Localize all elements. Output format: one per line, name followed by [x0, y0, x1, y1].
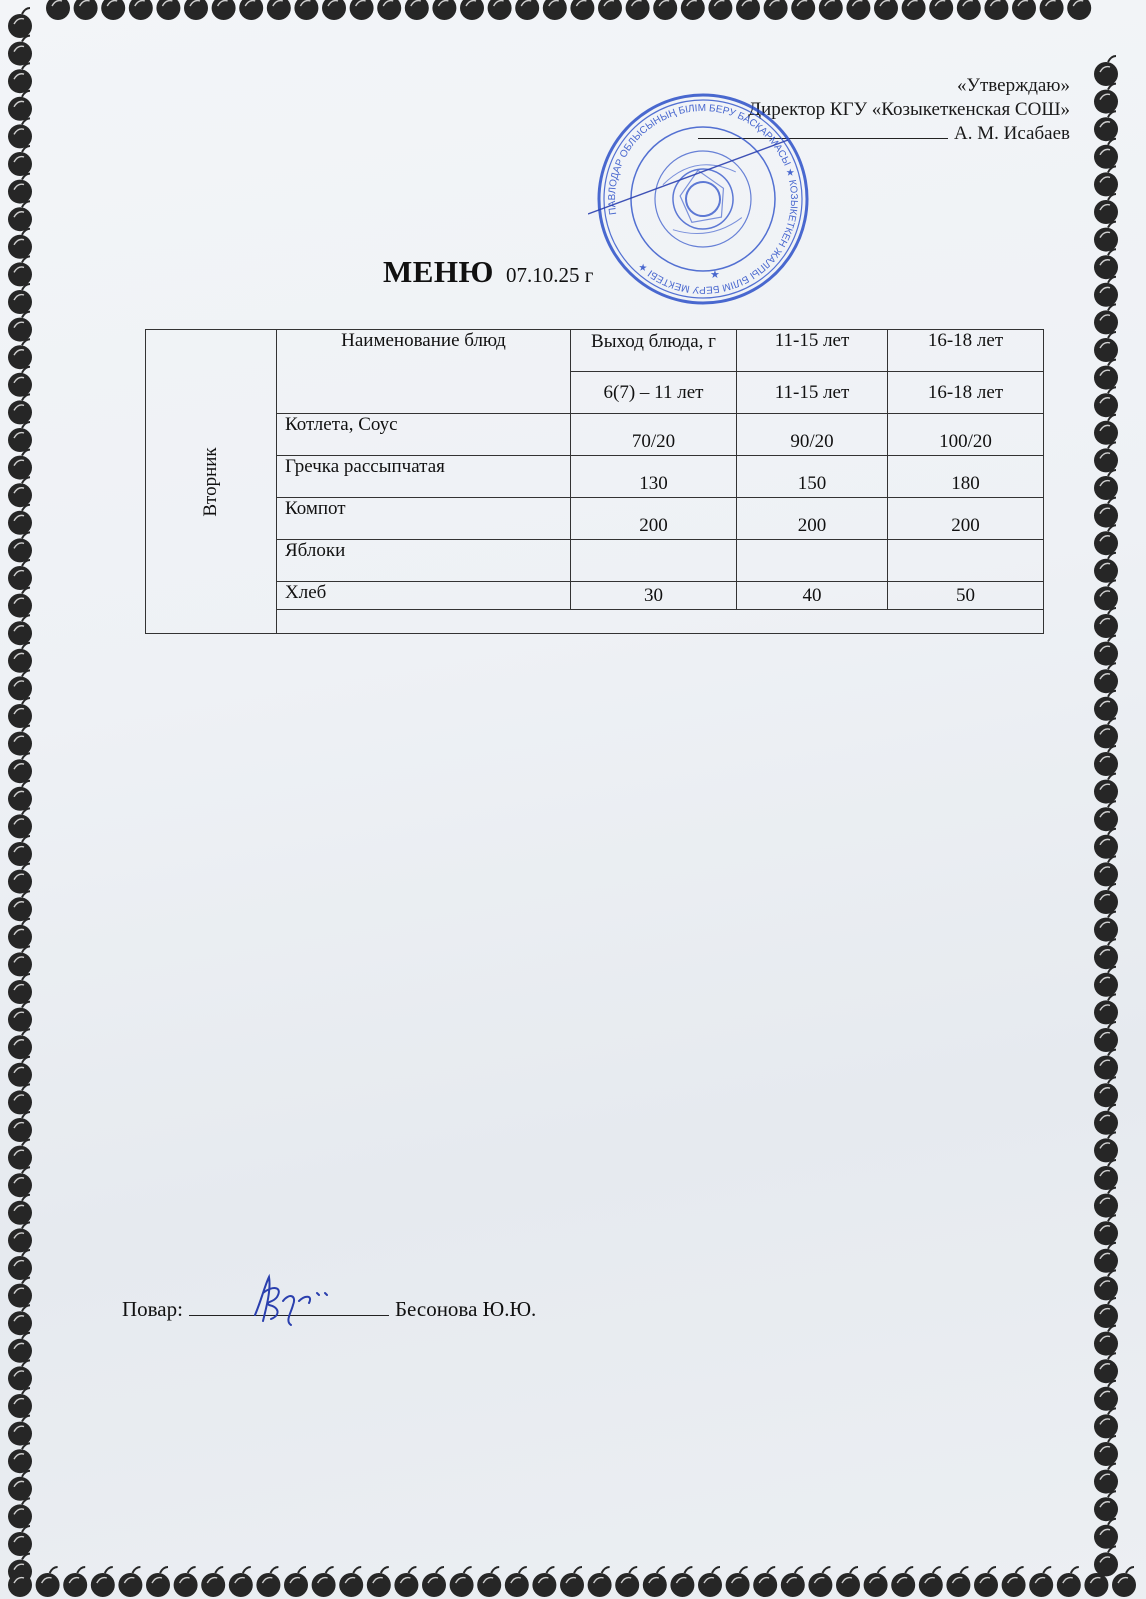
apple-ornament: [460, 0, 484, 20]
apple-ornament: [239, 0, 263, 20]
apple-ornament: [1094, 1298, 1118, 1328]
apple-ornament: [488, 0, 512, 20]
apple-ornament: [1094, 84, 1118, 114]
apple-ornament: [902, 0, 926, 20]
apple-ornament: [891, 1567, 915, 1597]
apple-ornament: [1094, 56, 1118, 86]
apple-ornament: [8, 450, 32, 480]
apple-ornament: [8, 339, 32, 369]
apple-ornament: [505, 1567, 529, 1597]
apple-ornament: [8, 532, 32, 562]
apple-ornament: [8, 8, 32, 38]
apple-ornament: [8, 1057, 32, 1087]
header-age-16-18: 16-18 лет: [888, 330, 1044, 372]
portion-6-11: 70/20: [571, 414, 737, 456]
apple-ornament: [1094, 360, 1118, 390]
apple-ornament: [156, 0, 180, 20]
apple-ornament: [129, 0, 153, 20]
director-line: Директор КГУ «Козыкеткенская СОШ»: [748, 99, 1070, 120]
apple-ornament: [1094, 525, 1118, 555]
apple-ornament: [8, 1195, 32, 1225]
apple-ornament: [1094, 1022, 1118, 1052]
apple-ornament: [8, 256, 32, 286]
cook-label: Повар:: [122, 1297, 183, 1321]
apple-ornament: [1094, 718, 1118, 748]
apple-ornament: [1094, 746, 1118, 776]
apple-ornament: [1094, 1546, 1118, 1576]
apple-ornament: [1094, 774, 1118, 804]
apple-ornament: [1094, 553, 1118, 583]
apple-ornament: [8, 146, 32, 176]
apple-ornament: [791, 0, 815, 20]
apple-ornament: [350, 0, 374, 20]
apple-ornament: [1094, 1436, 1118, 1466]
portion-11-15: 200: [737, 498, 888, 540]
apple-ornament: [432, 0, 456, 20]
portion-11-15: 90/20: [737, 414, 888, 456]
cook-name: Бесонова Ю.Ю.: [394, 1297, 537, 1321]
apple-ornament: [201, 1567, 225, 1597]
apple-ornament: [8, 974, 32, 1004]
apple-ornament: [1094, 580, 1118, 610]
director-name: А. М. Исабаев: [954, 123, 1070, 144]
apple-ornament: [726, 1567, 750, 1597]
apple-ornament: [8, 394, 32, 424]
apple-ornament: [322, 0, 346, 20]
apple-ornament: [8, 1443, 32, 1473]
apple-ornament: [1094, 691, 1118, 721]
apple-ornament: [1002, 1567, 1026, 1597]
apple-ornament: [836, 1567, 860, 1597]
apple-ornament: [8, 864, 32, 894]
portion-11-15: 40: [737, 582, 888, 610]
apple-ornament: [8, 781, 32, 811]
apple-ornament: [91, 1567, 115, 1597]
apple-ornament: [1094, 1326, 1118, 1356]
apple-ornament: [560, 1567, 584, 1597]
portion-6-11: 30: [571, 582, 737, 610]
day-label: Вторник: [200, 446, 221, 517]
dish-name: Хлеб: [277, 582, 571, 610]
apple-ornament: [8, 1002, 32, 1032]
apple-ornament: [1094, 829, 1118, 859]
apple-ornament: [974, 1567, 998, 1597]
portion-16-18: 50: [888, 582, 1044, 610]
apple-ornament: [8, 284, 32, 314]
apple-ornament: [1094, 249, 1118, 279]
subheader-age-16-18: 16-18 лет: [888, 372, 1044, 414]
apple-ornament: [174, 1567, 198, 1597]
apple-ornament: [8, 201, 32, 231]
apple-ornament: [753, 1567, 777, 1597]
apple-ornament: [946, 1567, 970, 1597]
apple-ornament: [8, 643, 32, 673]
apple-ornament: [8, 118, 32, 148]
apple-ornament: [8, 1333, 32, 1363]
apple-ornament: [46, 0, 70, 20]
menu-date: 07.10.25 г: [505, 263, 594, 287]
apple-ornament: [377, 0, 401, 20]
apple-ornament: [146, 1567, 170, 1597]
apple-ornament: [1094, 636, 1118, 666]
cook-signature-line: [189, 1297, 389, 1316]
apple-ornament: [184, 0, 208, 20]
apple-ornament: [653, 0, 677, 20]
apple-ornament: [819, 0, 843, 20]
apple-ornament: [1094, 1105, 1118, 1135]
day-cell: [146, 330, 277, 634]
apple-ornament: [267, 0, 291, 20]
header-age-11-15: 11-15 лет: [737, 330, 888, 372]
apple-ornament: [1094, 1132, 1118, 1162]
apple-ornament: [1094, 663, 1118, 693]
apple-ornament: [864, 1567, 888, 1597]
table-row: [146, 414, 1044, 456]
portion-6-11: 130: [571, 456, 737, 498]
apple-ornament: [8, 891, 32, 921]
apple-ornament: [808, 1567, 832, 1597]
apple-ornament: [846, 0, 870, 20]
table-row: [146, 540, 1044, 582]
apple-ornament: [1094, 194, 1118, 224]
apple-ornament: [8, 1140, 32, 1170]
apple-ornament: [919, 1567, 943, 1597]
apple-ornament: [8, 505, 32, 535]
apple-ornament: [1094, 1408, 1118, 1438]
apple-ornament: [957, 0, 981, 20]
apple-ornament: [450, 1567, 474, 1597]
apple-ornament: [294, 0, 318, 20]
apple-ornament: [1040, 0, 1064, 20]
apple-ornament: [681, 0, 705, 20]
apple-ornament: [643, 1567, 667, 1597]
apple-ornament: [8, 808, 32, 838]
subheader-age-6-11: 6(7) – 11 лет: [571, 372, 737, 414]
apple-ornament: [532, 1567, 556, 1597]
apple-ornament: [8, 753, 32, 783]
apple-ornament: [1094, 1353, 1118, 1383]
apple-ornament: [256, 1567, 280, 1597]
portion-11-15: 150: [737, 456, 888, 498]
apple-ornament: [1094, 1077, 1118, 1107]
apple-ornament: [1094, 166, 1118, 196]
apple-ornament: [8, 1278, 32, 1308]
apple-ornament: [63, 1567, 87, 1597]
apple-ornament: [736, 0, 760, 20]
apple-ornament: [1094, 608, 1118, 638]
menu-table: [145, 329, 1044, 634]
apple-ornament: [8, 836, 32, 866]
apple-ornament: [422, 1567, 446, 1597]
svg-text:★: ★: [710, 269, 720, 281]
apple-ornament: [615, 1567, 639, 1597]
apple-ornament: [8, 63, 32, 93]
apple-ornament: [1094, 1381, 1118, 1411]
apple-ornament: [1094, 387, 1118, 417]
apple-ornament: [588, 1567, 612, 1597]
apple-ornament: [36, 1567, 60, 1597]
handwritten-signature: [247, 1271, 337, 1327]
apple-ornament: [8, 946, 32, 976]
apple-ornament: [764, 0, 788, 20]
dish-name: Компот: [277, 498, 571, 540]
menu-title: [383, 254, 593, 290]
apple-ornament: [8, 1305, 32, 1335]
apple-ornament: [1094, 801, 1118, 831]
apple-ornament: [1094, 1188, 1118, 1218]
apple-ornament: [1094, 498, 1118, 528]
apple-ornament: [8, 1250, 32, 1280]
apple-ornament: [1094, 1519, 1118, 1549]
apple-ornament: [8, 174, 32, 204]
apple-ornament: [698, 1567, 722, 1597]
apple-ornament: [118, 1567, 142, 1597]
portion-16-18: 100/20: [888, 414, 1044, 456]
dish-name: Гречка рассыпчатая: [277, 456, 571, 498]
apple-ornament: [1067, 0, 1091, 20]
apple-ornament: [1094, 304, 1118, 334]
apple-ornament: [8, 367, 32, 397]
apple-ornament: [8, 670, 32, 700]
portion-16-18: 180: [888, 456, 1044, 498]
apple-ornament: [101, 0, 125, 20]
apple-ornament: [8, 1084, 32, 1114]
apple-ornament: [312, 1567, 336, 1597]
apple-ornament: [8, 1167, 32, 1197]
apple-ornament: [8, 1498, 32, 1528]
apple-ornament: [74, 0, 98, 20]
apple-ornament: [708, 0, 732, 20]
table-row: [146, 456, 1044, 498]
apple-ornament: [8, 477, 32, 507]
apple-ornament: [1094, 1160, 1118, 1190]
apple-ornament: [1094, 994, 1118, 1024]
apple-ornament: [284, 1567, 308, 1597]
apple-ornament: [8, 1360, 32, 1390]
portion-16-18: 200: [888, 498, 1044, 540]
apple-ornament: [1094, 415, 1118, 445]
empty-row: [146, 610, 1044, 634]
apple-ornament: [1094, 1243, 1118, 1273]
apple-ornament: [1094, 442, 1118, 472]
apple-ornament: [8, 560, 32, 590]
apple-ornament: [367, 1567, 391, 1597]
apple-ornament: [1094, 111, 1118, 141]
table-row: [146, 582, 1044, 610]
apple-ornament: [8, 36, 32, 66]
portion-11-15: [737, 540, 888, 582]
apple-ornament: [1029, 1567, 1053, 1597]
apple-ornament: [8, 588, 32, 618]
apple-ornament: [1094, 139, 1118, 169]
cook-signature-block: [122, 1297, 536, 1322]
apple-ornament: [8, 615, 32, 645]
apple-ornament: [212, 0, 236, 20]
apple-ornament: [8, 1029, 32, 1059]
official-seal-stamp: [588, 92, 818, 306]
apple-ornament: [626, 0, 650, 20]
apple-ornament: [8, 1416, 32, 1446]
portion-6-11: [571, 540, 737, 582]
header-dish-name: Наименование блюд: [277, 330, 571, 414]
apple-ornament: [8, 1112, 32, 1142]
apple-ornament: [1094, 1050, 1118, 1080]
header-row: [146, 330, 1044, 372]
portion-16-18: [888, 540, 1044, 582]
apple-ornament: [670, 1567, 694, 1597]
apple-ornament: [598, 0, 622, 20]
apple-ornament: [229, 1567, 253, 1597]
portion-6-11: 200: [571, 498, 737, 540]
apple-ornament: [8, 1526, 32, 1556]
apple-ornament: [8, 698, 32, 728]
apple-ornament: [8, 1388, 32, 1418]
apple-ornament: [1094, 967, 1118, 997]
approve-label: «Утверждаю»: [957, 75, 1070, 96]
apple-ornament: [1094, 884, 1118, 914]
subheader-age-11-15: 11-15 лет: [737, 372, 888, 414]
apple-ornament: [1094, 1464, 1118, 1494]
apple-ornament: [8, 229, 32, 259]
apple-ornament: [339, 1567, 363, 1597]
apple-ornament: [8, 726, 32, 756]
dish-name: Яблоки: [277, 540, 571, 582]
apple-ornament: [405, 0, 429, 20]
apple-ornament: [394, 1567, 418, 1597]
apple-ornament: [570, 0, 594, 20]
dish-name: Котлета, Соус: [277, 414, 571, 456]
apple-ornament: [1094, 277, 1118, 307]
apple-ornament: [8, 1471, 32, 1501]
apple-ornament: [8, 312, 32, 342]
apple-ornament: [1012, 0, 1036, 20]
apple-ornament: [1094, 939, 1118, 969]
apple-ornament: [1094, 856, 1118, 886]
apple-ornament: [477, 1567, 501, 1597]
apple-ornament: [543, 0, 567, 20]
apple-ornament: [1094, 332, 1118, 362]
apple-ornament: [1094, 912, 1118, 942]
apple-ornament: [1094, 222, 1118, 252]
apple-ornament: [1094, 1215, 1118, 1245]
apple-ornament: [984, 0, 1008, 20]
apple-ornament: [8, 422, 32, 452]
apple-ornament: [515, 0, 539, 20]
apple-ornament: [1094, 1491, 1118, 1521]
apple-ornament: [1094, 1270, 1118, 1300]
apple-ornament: [874, 0, 898, 20]
apple-ornament: [1094, 470, 1118, 500]
apple-ornament: [781, 1567, 805, 1597]
header-portion: Выход блюда, г: [571, 330, 737, 372]
apple-ornament: [1057, 1567, 1081, 1597]
empty-cell: [277, 610, 1044, 634]
menu-heading: МЕНЮ: [383, 254, 494, 289]
apple-ornament: [8, 919, 32, 949]
apple-ornament: [8, 91, 32, 121]
apple-ornament: [8, 1222, 32, 1252]
svg-text:ПАВЛОДАР ОБЛЫСЫНЫҢ БІЛІМ БЕРУ: ПАВЛОДАР ОБЛЫСЫНЫҢ БІЛІМ БЕРУ БАСҚАРМАСЫ ★ КОЗЫКЕТКЕН ЖАЛПЫ БІЛІМ БЕРУ МЕКТЕБІ ★: [606, 102, 800, 296]
table-row: [146, 498, 1044, 540]
apple-ornament: [929, 0, 953, 20]
